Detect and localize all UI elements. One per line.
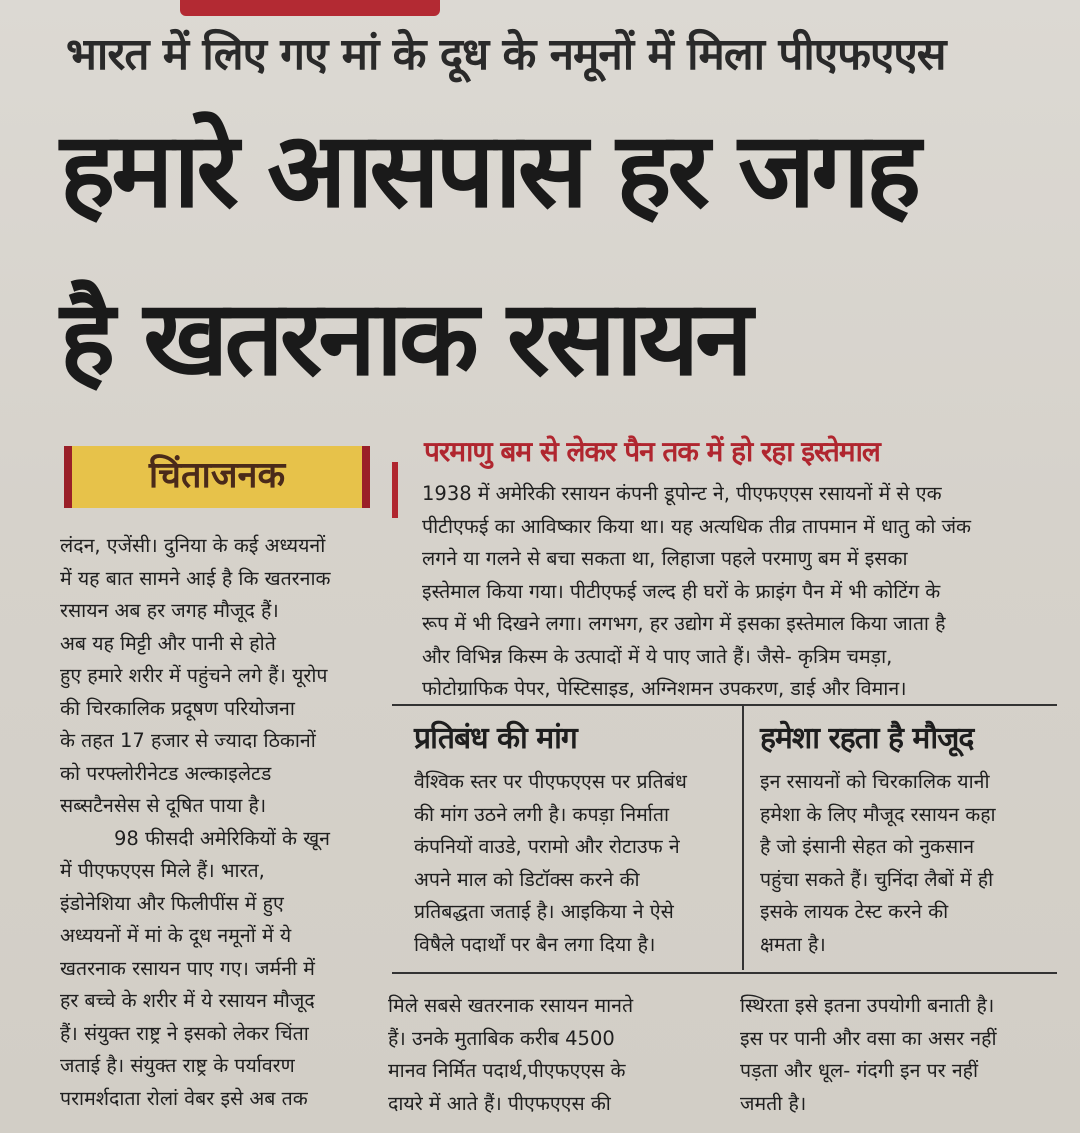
text-line: 98 फीसदी अमेरिकियों के खून — [114, 826, 331, 850]
text-line: क्षमता है। — [760, 932, 826, 956]
text-line: हैं। संयुक्त राष्ट्र ने इसको लेकर चिंता — [60, 1021, 309, 1045]
text-line: लंदन, एजेंसी। दुनिया के कई अध्ययनों — [60, 534, 326, 557]
main-headline-line-2: है खतरनाक रसायन — [60, 277, 749, 399]
text-line: प्रतिबद्धता जताई है। आइकिया ने ऐसे — [414, 900, 674, 923]
left-column-article — [60, 530, 372, 1115]
text-line: की चिरकालिक प्रदूषण परियोजना — [60, 696, 295, 720]
text-line: और विभिन्न किस्म के उत्पादों में ये पाए जाते हैं। जैसे- कृत्रिम चमड़ा, — [422, 644, 893, 668]
text-line: पहुंचा सकते हैं। चुनिंदा लैबों में ही — [760, 867, 994, 891]
text-line: जमती है। — [740, 1091, 807, 1115]
text-line: इसके लायक टेस्ट करने की — [760, 900, 949, 923]
text-line: में यह बात सामने आई है कि खतरनाक — [60, 566, 331, 590]
text-line: हमेशा के लिए मौजूद रसायन कहा — [760, 802, 996, 826]
text-line: स्थिरता इसे इतना उपयोगी बनाती है। — [740, 994, 995, 1017]
text-line: रसायन अब हर जगह मौजूद हैं। — [60, 599, 279, 622]
text-line: लगने या गलने से बचा सकता था, लिहाजा पहले परमाणु बम में इसका — [422, 547, 908, 570]
bottom-middle-column — [388, 990, 718, 1120]
text-line: के तहत 17 हजार से ज्यादा ठिकानों — [60, 729, 316, 752]
main-headline-line-1: हमारे आसपास हर जगह — [60, 109, 918, 231]
kicker-headline: भारत में लिए गए मां के दूध के नमूनों में मिला पीएफएएस — [66, 29, 946, 80]
text-line: वैश्विक स्तर पर पीएफएएस पर प्रतिबंध — [414, 770, 687, 793]
text-line: इस पर पानी और वसा का असर नहीं — [740, 1026, 997, 1050]
box-title-ban-demand: प्रतिबंध की मांग — [414, 721, 577, 756]
text-line: की मांग उठने लगी है। कपड़ा निर्माता — [414, 802, 670, 826]
text-line: जताई है। संयुक्त राष्ट्र के पर्यावरण — [60, 1054, 295, 1077]
red-subheading: परमाणु बम से लेकर पैन तक में हो रहा इस्तेमाल — [424, 435, 880, 468]
text-line: में पीएफएएस मिले हैं। भारत, — [60, 859, 265, 882]
text-line: इस्तेमाल किया गया। पीटीएफई जल्द ही घरों के फ्राइंग पैन में भी कोटिंग के — [422, 579, 941, 603]
text-line: अब यह मिट्टी और पानी से होते — [60, 631, 276, 655]
text-line: कंपनियों वाउडे, परामो और रोटाउफ ने — [414, 835, 680, 858]
text-line: हैं। उनके मुताबिक करीब 4500 — [388, 1026, 615, 1050]
text-line: खतरनाक रसायन पाए गए। जर्मनी में — [60, 956, 315, 980]
text-line: 1938 में अमेरिकी रसायन कंपनी डूपोन्ट ने, पीएफएएस रसायनों में से एक — [422, 482, 942, 505]
text-line: इन रसायनों को चिरकालिक यानी — [760, 770, 990, 793]
category-tag — [64, 446, 370, 508]
text-line: दायरे में आते हैं। पीएफएएस की — [388, 1091, 611, 1115]
top-right-article — [422, 478, 1042, 706]
box-ban-demand-text — [414, 766, 736, 961]
text-line: अपने माल को डिटॉक्स करने की — [414, 867, 640, 891]
text-line: है जो इंसानी सेहत को नुकसान — [760, 835, 975, 858]
text-line: अध्ययनों में मां के दूध नमूनों में ये — [60, 924, 292, 947]
text-line: इंडोनेशिया और फिलीपींस में हुए — [60, 891, 284, 915]
text-line: हर बच्चे के शरीर में ये रसायन मौजूद — [60, 989, 315, 1012]
text-line: पीटीएफई का आविष्कार किया था। यह अत्यधिक तीव्र तापमान में धातु को जंक — [422, 514, 972, 538]
text-line: विषैले पदार्थों पर बैन लगा दिया है। — [414, 932, 656, 956]
text-line: सब्सटैनसेस से दूषित पाया है। — [60, 794, 267, 817]
text-line: फोटोग्राफिक पेपर, पेस्टिसाइड, अग्निशमन उपकरण, डाई और विमान। — [422, 677, 907, 700]
text-line: को परफ्लोरीनेटड अल्काइलेटड — [60, 761, 272, 785]
info-box-divider — [742, 706, 744, 970]
subhead-red-rule — [392, 462, 398, 518]
text-line: मानव निर्मित पदार्थ,पीएफएएस के — [388, 1059, 626, 1082]
text-line: पड़ता और धूल- गंदगी इन पर नहीं — [740, 1059, 979, 1082]
text-line: हुए हमारे शरीर में पहुंचने लगे हैं। यूरोप — [60, 664, 328, 687]
category-tag-label: चिंताजनक — [148, 455, 286, 496]
box-always-present-text — [760, 766, 1050, 961]
bottom-right-column — [740, 990, 1060, 1120]
text-line: परामर्शदाता रोलां वेबर इसे अब तक — [60, 1086, 308, 1110]
masthead-red-strip — [180, 0, 440, 16]
text-line: मिले सबसे खतरनाक रसायन मानते — [388, 994, 634, 1017]
text-line: रूप में भी दिखने लगा। लगभग, हर उद्योग में इसका इस्तेमाल किया जाता है — [422, 612, 946, 635]
box-title-always-present: हमेशा रहता है मौजूद — [760, 721, 974, 756]
